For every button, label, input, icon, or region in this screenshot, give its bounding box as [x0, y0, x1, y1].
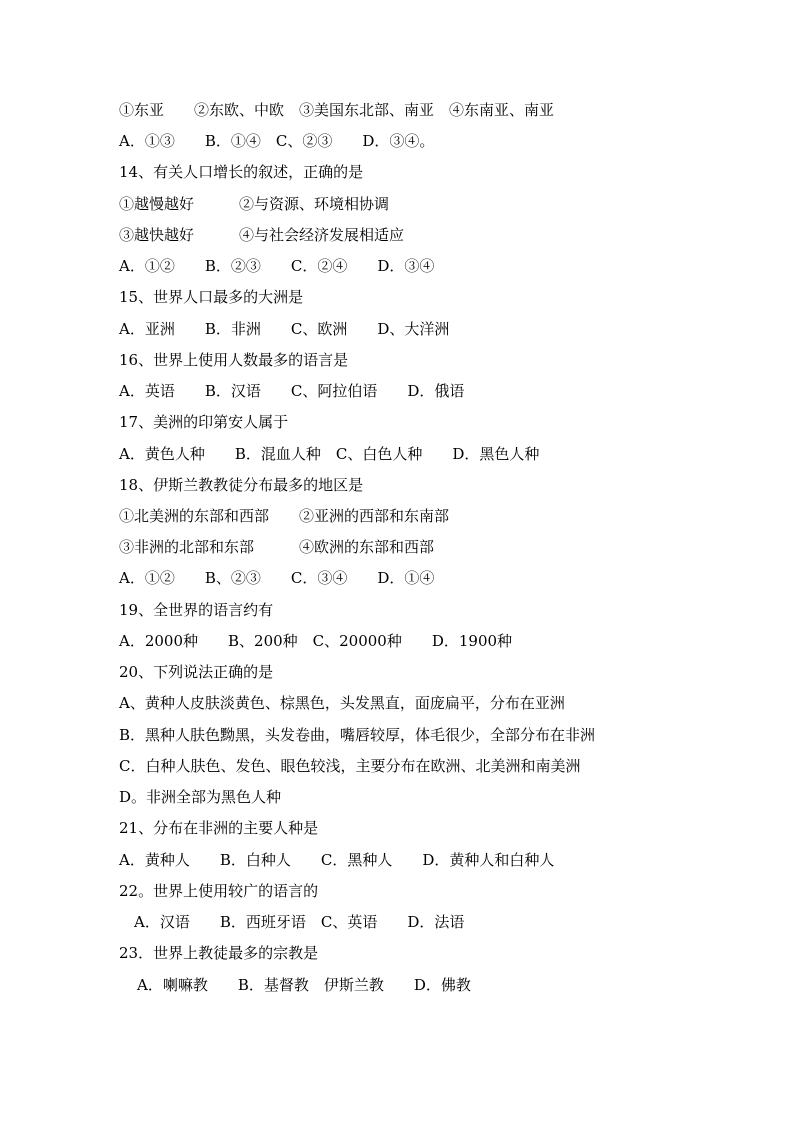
q13-options-list: ①东亚 ②东欧、中欧 ③美国东北部、南亚 ④东南亚、南亚 — [119, 101, 555, 119]
q19-answer-choices: A．2000种 B、200种 C、20000种 D．1900种 — [119, 632, 513, 650]
q20-choice-c: C．白种人肤色、发色、眼色较浅，主要分布在欧洲、北美洲和南美洲 — [119, 757, 581, 775]
q14-answer-choices: A．①② B．②③ C．②④ D．③④ — [119, 257, 435, 275]
q16-question: 16、世界上使用人数最多的语言是 — [119, 351, 349, 369]
q18-options-line-1: ①北美洲的东部和西部 ②亚洲的西部和东南部 — [119, 507, 450, 525]
q21-answer-choices: A．黄种人 B．白种人 C．黑种人 D．黄种人和白种人 — [119, 851, 555, 869]
q18-options-line-2: ③非洲的北部和东部 ④欧洲的东部和西部 — [119, 538, 435, 556]
q17-answer-choices: A．黄色人种 B．混血人种 C、白色人种 D．黑色人种 — [119, 445, 540, 463]
q18-answer-choices: A．①② B、②③ C．③④ D．①④ — [119, 569, 435, 587]
q22-answer-choices: A．汉语 B．西班牙语 C、英语 D．法语 — [134, 913, 465, 931]
q14-options-line-1: ①越慢越好 ②与资源、环境相协调 — [119, 195, 390, 213]
q19-question: 19、全世界的语言约有 — [119, 601, 274, 619]
q20-choice-d: D。非洲全部为黑色人种 — [119, 788, 282, 806]
q18-question: 18、伊斯兰教教徒分布最多的地区是 — [119, 476, 364, 494]
q16-answer-choices: A．英语 B．汉语 C、阿拉伯语 D．俄语 — [119, 382, 465, 400]
q20-question: 20、下列说法正确的是 — [119, 663, 274, 681]
q23-answer-choices: A．喇嘛教 B．基督教 伊斯兰教 D．佛教 — [137, 976, 471, 994]
q15-answer-choices: A．亚洲 B．非洲 C、欧洲 D、大洋洲 — [119, 320, 450, 338]
q14-options-line-2: ③越快越好 ④与社会经济发展相适应 — [119, 226, 405, 244]
q14-question: 14、有关人口增长的叙述，正确的是 — [119, 163, 364, 181]
q13-answer-choices: A．①③ B．①④ C、②③ D．③④。 — [119, 132, 435, 150]
q23-question: 23．世界上教徒最多的宗教是 — [119, 944, 319, 962]
q20-choice-a: A、黄种人皮肤淡黄色、棕黑色，头发黑直，面庞扁平，分布在亚洲 — [119, 694, 565, 712]
q15-question: 15、世界人口最多的大洲是 — [119, 288, 304, 306]
q21-question: 21、分布在非洲的主要人种是 — [119, 819, 319, 837]
q17-question: 17、美洲的印第安人属于 — [119, 413, 289, 431]
q22-question: 22。世界上使用较广的语言的 — [119, 882, 319, 900]
q20-choice-b: B．黑种人肤色黝黑，头发卷曲，嘴唇较厚，体毛很少，全部分布在非洲 — [119, 726, 596, 744]
